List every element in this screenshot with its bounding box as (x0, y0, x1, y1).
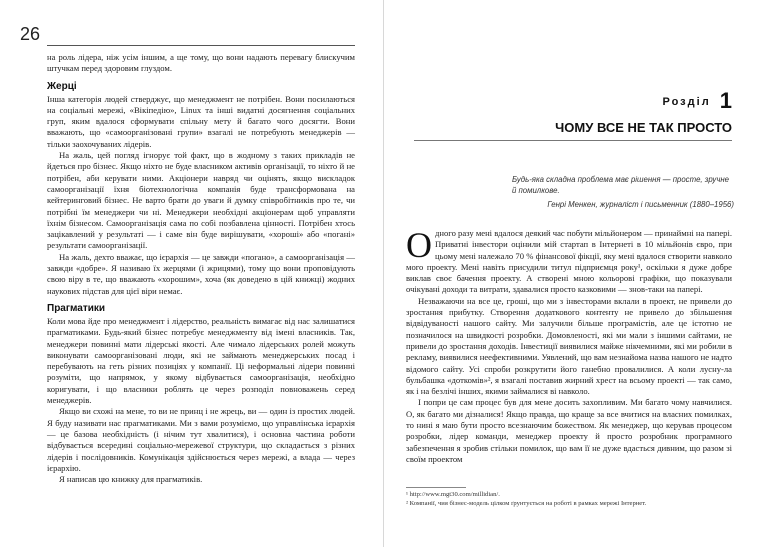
paragraph: Коли мова йде про менеджмент і лідерство, реальність вимагає від нас залишатися прагматиками. Будь-який бізнес потребує менеджменту від імені власників. Так, менеджери повинні мати лідерські якості. Але чимало лідерських ролей можуть виконувати самоорганізовані люди, які не займають менеджерських посад і перебувають на геть різних позиціях у компанії. Ці неформальні лідери повинні розуміти, що напрямок, у якому відбувається самоорганізація, необхідно коригувати, і що власники роблять це через розподіл повноважень серед менеджерів. (47, 315, 355, 406)
paragraph: Незважаючи на все це, гроші, що ми з інвесторами вклали в проект, не привели до зростання прибутку. Створення додаткового контенту не привело до збільшення відвідуваності нашого сайту. Ми залучили більше програмістів, але це істотно не позначилося на швидкості розробки. Домовленості, які ми мали з іншими сайтами, не привели до зростання доходів. Інвестиції виявилися майже нікчемними, які ми робили в рекламу, виявилися неефективними. Уявлений, що вам незнайома назва нашого не надто відомого сайту. Усі спроби розкрутити його ганебно провалилися. А коли лусну-ла бульбашка «доткомів»², я взагалі поставив жирний хрест на всьому проекті — так само, як і на безлічі інших, якими займалися ві навколо. (406, 295, 732, 397)
header-rule (47, 45, 355, 46)
paragraph: Якщо ви схожі на мене, то ви не принц і не жрець, ви — один із простих людей. Я буду називати нас прагматиками. Ми з вами розуміємо, що управлінська ієрархія — це базова необхідність (і нічим тут хвалитися), і основна частина роботи відбувається всередині соціально-мережевої структури, що складається з різних лідерів і послідовників. Комунікація здійснюється через мережі, а влада — через ієрархію. (47, 406, 355, 473)
chapter-number: 1 (719, 88, 732, 113)
footnotes (406, 490, 732, 508)
paragraph: І попри це сам процес був для мене досить захопливим. Ми багато чому навчилися. О, як багато ми дізналися! Якщо правда, що краще за все вчитися на власних помилках, то нині я маю бути просто всезнаючим божеством. Як менеджер, що керував процесом розробки, лідер команди, менеджер проекту й просто розробник програмного забезпечення я зробив стільки помилок, що вам її не дуже вдасться дивним, що разом зі своїм проектом (406, 397, 732, 464)
section-heading-priests: Жерці (47, 80, 77, 92)
paragraph: Інша категорія людей стверджує, що менеджмент не потрібен. Вони посилаються на соціальні мережі, «Вікіпедію», Linux та інші видатні досягнення соціальних груп, яким вдалося сформувати спільну мету й багато чого досягти. Вони вважають, що «самоорганізовані групи» взагалі не потребують менеджерів — тільки заохочуваних лідерів. (47, 93, 355, 149)
right-body (406, 225, 732, 465)
opening-text: дного разу мені вдалося деякий час побути мільйонером — принаймні на папері. Приватні інвестори оцінили мій стартап в Інтернеті в 10 мільйонів євро, при цьому мені належало 70 % фінансової фікції, яку мені вдалося створити навколо мого проекту. Мені навіть присудили титул підприємця року¹, оскільки я дуже добре виклав своє бачення проекту. А створені мною кольорові графіки, що показували очікувані доходи та витрати, здавалися просто казковими — знов-таки на папері. (406, 228, 732, 295)
chapter-rule (414, 140, 732, 141)
footnote-1: ¹ http://www.mgt30.com/millidian/. (406, 491, 500, 498)
section-heading-pragmatists: Прагматики (47, 302, 106, 314)
opening-paragraph (406, 225, 732, 296)
footnote-rule (406, 487, 466, 488)
page-number: 26 (20, 24, 41, 44)
epigraph (512, 174, 734, 210)
right-page (384, 0, 768, 547)
drop-cap: О (406, 225, 432, 265)
paragraph: На жаль, цей погляд ігнорує той факт, що в жодному з таких прикладів не йдеться про бізнес. Якщо ніхто не буде власником активів організації, то ніхто й не потрібен, аби керувати ними. Акціонери навряд чи оцінять, якщо вискладок самоорганізації їхня біотехнологічна компанія буде трансформована на кейтеринговий бізнес. Не варто брати до уваги й думку співробітників про те, чи потрібні їм менеджери чи ні. Менеджери необхідні акціонерам щоб управляти їхнім бізнесом. Самоорганізація сама по собі позбавлена цінності. Потрібен хтось зацікавлений у результаті — і саме він буде вирішувати, «хороші» або «погані» результати самоорганізації. (47, 150, 355, 251)
epigraph-author: Генрі Менкен, журналіст і письменник (1880–1956) (547, 200, 734, 209)
epigraph-quote: Будь-яка складна проблема має рішення — просте, зручне й помилкове. (512, 175, 729, 195)
paragraph: На жаль, дехто вважає, що ієрархія — це завжди «погано», а самоорганізація — завжди «добре». Я називаю їх жерцями (і жрицями), тому що вони проповідують свою віру в те, що вважають «хорошим», хоча (як доведено в цій книжці) жодних наукових підстав для цієї віри немає. (47, 251, 355, 296)
chapter-title: ЧОМУ ВСЕ НЕ ТАК ПРОСТО (555, 120, 732, 135)
footnote-2: ² Компанії, чия бізнес-модель цілком ґрунтується на роботі в рамках мережі Інтернет. (406, 500, 647, 507)
chapter-label: Розділ (662, 96, 711, 108)
paragraph: Я написав цю книжку для прагматиків. (59, 474, 203, 485)
chapter-heading (384, 88, 732, 114)
left-body (47, 52, 355, 485)
paragraph-continuation: на роль лідера, ніж усім іншим, а ще тому, що вони надають перевагу блискучим штучкам перед здоровим глуздом. (47, 52, 355, 74)
